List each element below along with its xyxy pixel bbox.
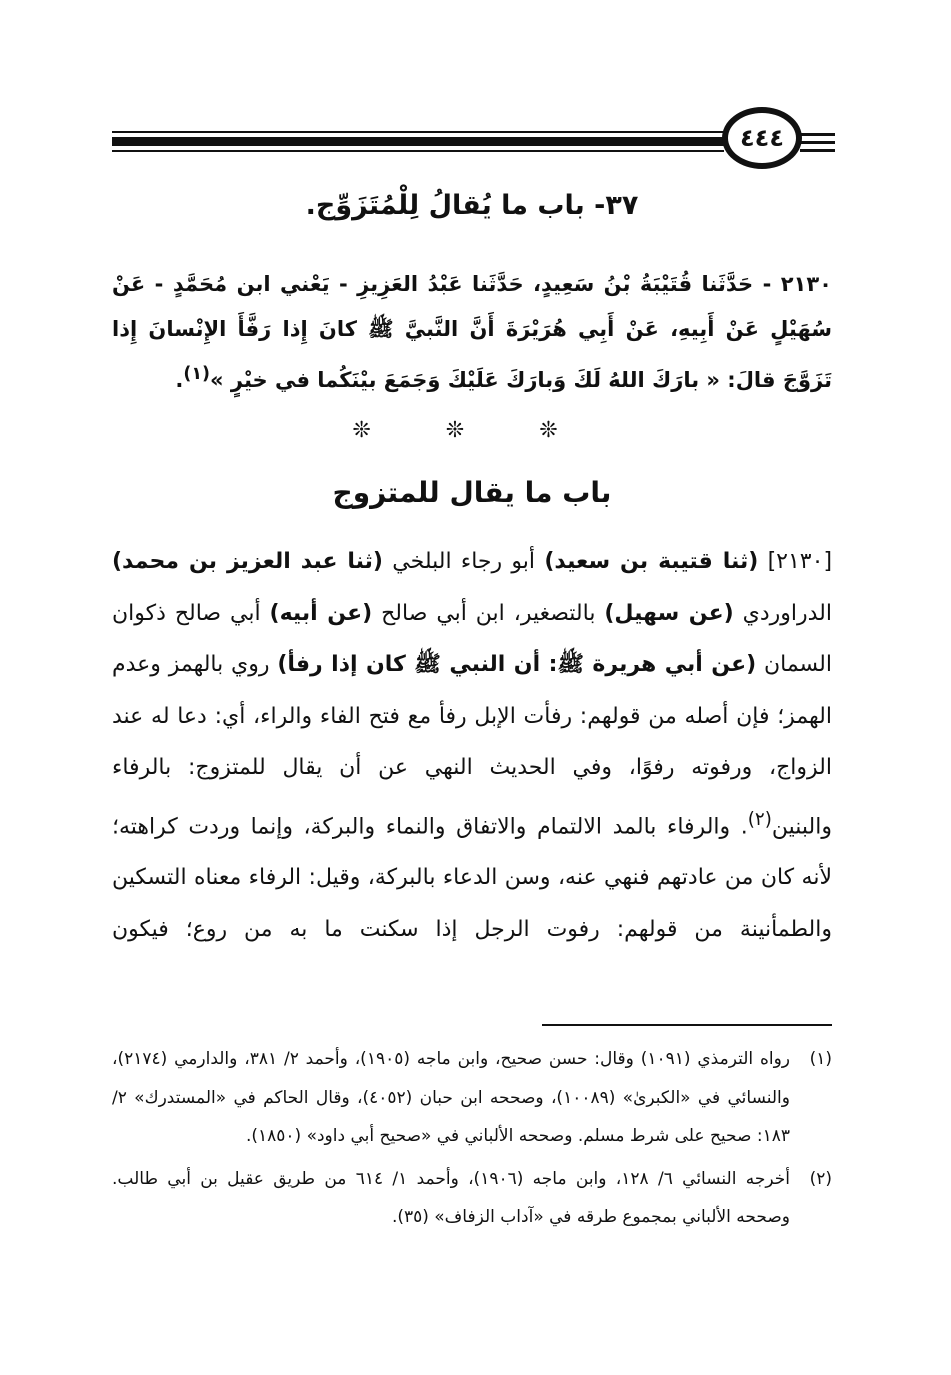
header-rule	[800, 141, 835, 144]
footnote-ref: (٢)	[747, 808, 772, 830]
footnote-text: رواه الترمذي (١٠٩١) وقال: حسن صحيح، وابن ماجه (١٩٠٥)، وأحمد ٢/ ٣٨١، والدارمي (٢١٧٤)، والنسائي في «الكبرىٰ» (١٠٠٨٩)، وصححه ابن حبان (٤٠٥٢)، وقال الحاكم في «المستدرك» ٢/ ١٨٣: صحيح على شرط مسلم. وصححه الألباني في «صحيح أبي داود» (١٨٥٠).	[112, 1049, 791, 1146]
commentary-span: . والرفاء بالمد الالتمام والاتفاق والنماء والبركة، وإنما وردت كراهته؛ لأنه كان من عادتهم فنهي عنه، وسن الدعاء بالبركة، وقيل: الرفاء معناه التسكين والطمأنينة من قولهم: رفوت الرجل إذا سكنت ما به من روع؛ فيكون	[112, 813, 832, 942]
footnote-ref: (١)	[183, 364, 211, 384]
page-number-badge	[722, 107, 802, 169]
header-rule	[800, 149, 835, 152]
commentary-quote: (عن أبيه)	[269, 600, 373, 626]
commentary-span: أبو رجاء البلخي	[392, 549, 536, 574]
commentary-span: روي بالهمز وعدم الهمز؛ فإن أصله من قولهم: رفأت الإبل رفأ مع فتح الفاء والراء، أي: دعا له عند الزواج، ورفوته رفوًا، وفي الحديث النهي عن أن يقال للمتزوج: بالرفاء والبنين	[112, 652, 832, 839]
footnote	[112, 1040, 832, 1156]
section-separator: ❊ ❊ ❊	[352, 418, 592, 443]
commentary-text	[112, 536, 832, 955]
page-number: ٤٤٤	[740, 124, 784, 152]
commentary-span: أبي صالح ذكوان السمان	[112, 600, 832, 677]
header-rule	[112, 150, 724, 152]
footnote-rule	[542, 1024, 832, 1026]
commentary-quote: (عن أبي هريرة ﷺ: أن النبي ﷺ كان إذا رفأ)	[277, 652, 757, 677]
commentary-quote: (ثنا عبد العزيز بن محمد)	[112, 549, 383, 574]
footnotes	[112, 1040, 832, 1237]
header-rule	[112, 131, 724, 133]
commentary-number: [٢١٣٠]	[767, 549, 833, 574]
commentary-quote: (عن سهيل)	[604, 600, 734, 626]
header-rule	[800, 133, 835, 136]
footnote-mark: (١)	[809, 1049, 832, 1069]
hadith-text	[112, 262, 832, 403]
hadith-end: .	[175, 368, 184, 392]
chapter-title: ٣٧- باب ما يُقالُ لِلْمُتَزَوِّج.	[305, 190, 639, 221]
commentary-title: باب ما يقال للمتزوج	[332, 476, 612, 509]
footnote-mark: (٢)	[809, 1168, 832, 1189]
commentary-span: الدراوردي	[742, 600, 832, 626]
footnote-text: أخرجه النسائي ٦/ ١٢٨، وابن ماجه (١٩٠٦)، وأحمد ١/ ٦١٤ من طريق عقيل بن أبي طالب. وصححه الألباني بمجموع طرقه في «آداب الزفاف» (٣٥).	[112, 1168, 790, 1227]
footnote	[112, 1160, 832, 1237]
commentary-span: بالتصغير، ابن أبي صالح	[381, 600, 596, 626]
commentary-quote: (ثنا قتيبة بن سعيد)	[544, 549, 759, 574]
hadith-body: ٢١٣٠ - حَدَّثَنا قُتَيْبَةُ بْنُ سَعِيدٍ، حَدَّثَنا عَبْدُ العَزِيزِ - يَعْني ابن مُحَمَّدٍ - عَنْ سُهَيْلٍ عَنْ أَبِيهِ، عَنْ أَبِي هُرَيْرَةَ أَنَّ النَّبيَّ ﷺ كانَ إِذا رَفَّأَ الإِنْسانَ إِذا تَزَوَّجَ قالَ: « بارَكَ اللهُ لَكَ وَبارَكَ عَلَيْكَ وَجَمَعَ بيْنَكُما في خيْرٍ »	[112, 272, 832, 392]
header-rule	[112, 137, 724, 146]
